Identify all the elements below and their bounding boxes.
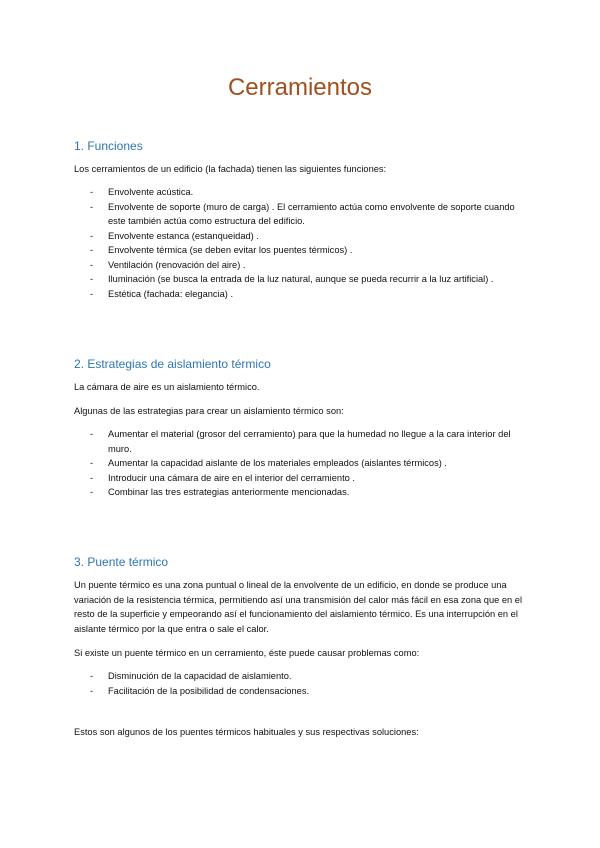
- page-title: Cerramientos: [227, 74, 373, 101]
- list-item: - Estética (fachada: elegancia) .: [90, 288, 234, 299]
- list-item: - Iluminación (se busca la entrada de la luz natural, aunque se pueda recurrir a la luz artificial) .: [90, 274, 494, 284]
- list-item: - Envolvente acústica.: [90, 187, 194, 197]
- section-paragraph: Un puente térmico es una zona puntual o lineal de la envolvente de un edificio, en donde se produce una variación de la resistencia térmica, permitiendo así una transmisión del calor más fácil en esa zona que en el resto de la superficie y empeorando así el funcionamiento del aislamiento térmico. Es una interrupción en el aislante térmico por la que entra o sale el calor.: [74, 580, 523, 634]
- list-item: - Ventilación (renovación del aire) .: [90, 259, 246, 270]
- section-intro: Los cerramientos de un edificio (la fachada) tienen las siguientes funciones:: [74, 164, 387, 174]
- list-item: - Disminución de la capacidad de aislamiento.: [90, 671, 292, 681]
- list-item: - Envolvente estanca (estanqueidad) .: [90, 230, 259, 241]
- list-item: - Introducir una cámara de aire en el interior del cerramiento .: [90, 472, 356, 483]
- list-item: - Envolvente térmica (se deben evitar los puentes térmicos) .: [90, 245, 353, 255]
- bullet-list-problemas: [74, 669, 534, 698]
- section-heading-puente-termico: 3. Puente térmico: [74, 555, 169, 569]
- list-item: - Envolvente de soporte (muro de carga) . El cerramiento actúa como envolvente de soporte cuando este también actúa como estructura del edificio.: [90, 201, 515, 226]
- bullet-list-estrategias: [74, 427, 534, 500]
- section-outro: Estos son algunos de los puentes térmicos habituales y sus respectivas soluciones:: [74, 727, 419, 737]
- list-item: - Combinar las tres estrategias anteriormente mencionadas.: [90, 487, 350, 497]
- list-item: - Aumentar la capacidad aislante de los materiales empleados (aislantes térmicos) .: [90, 458, 447, 468]
- section-heading-funciones: 1. Funciones: [74, 139, 143, 153]
- section-intro: La cámara de aire es un aislamiento térmico.: [74, 382, 260, 392]
- section-intro-2: Algunas de las estrategias para crear un aislamiento térmico son:: [74, 406, 344, 416]
- list-item: - Aumentar el material (grosor del cerramiento) para que la humedad no llegue a la cara interior del muro.: [90, 429, 511, 454]
- bullet-list-funciones: [74, 185, 534, 301]
- list-item: - Facilitación de la posibilidad de condensaciones.: [90, 685, 310, 696]
- section-intro-2: Si existe un puente térmico en un cerramiento, éste puede causar problemas como:: [74, 648, 420, 658]
- section-heading-estrategias: 2. Estrategias de aislamiento térmico: [74, 357, 271, 371]
